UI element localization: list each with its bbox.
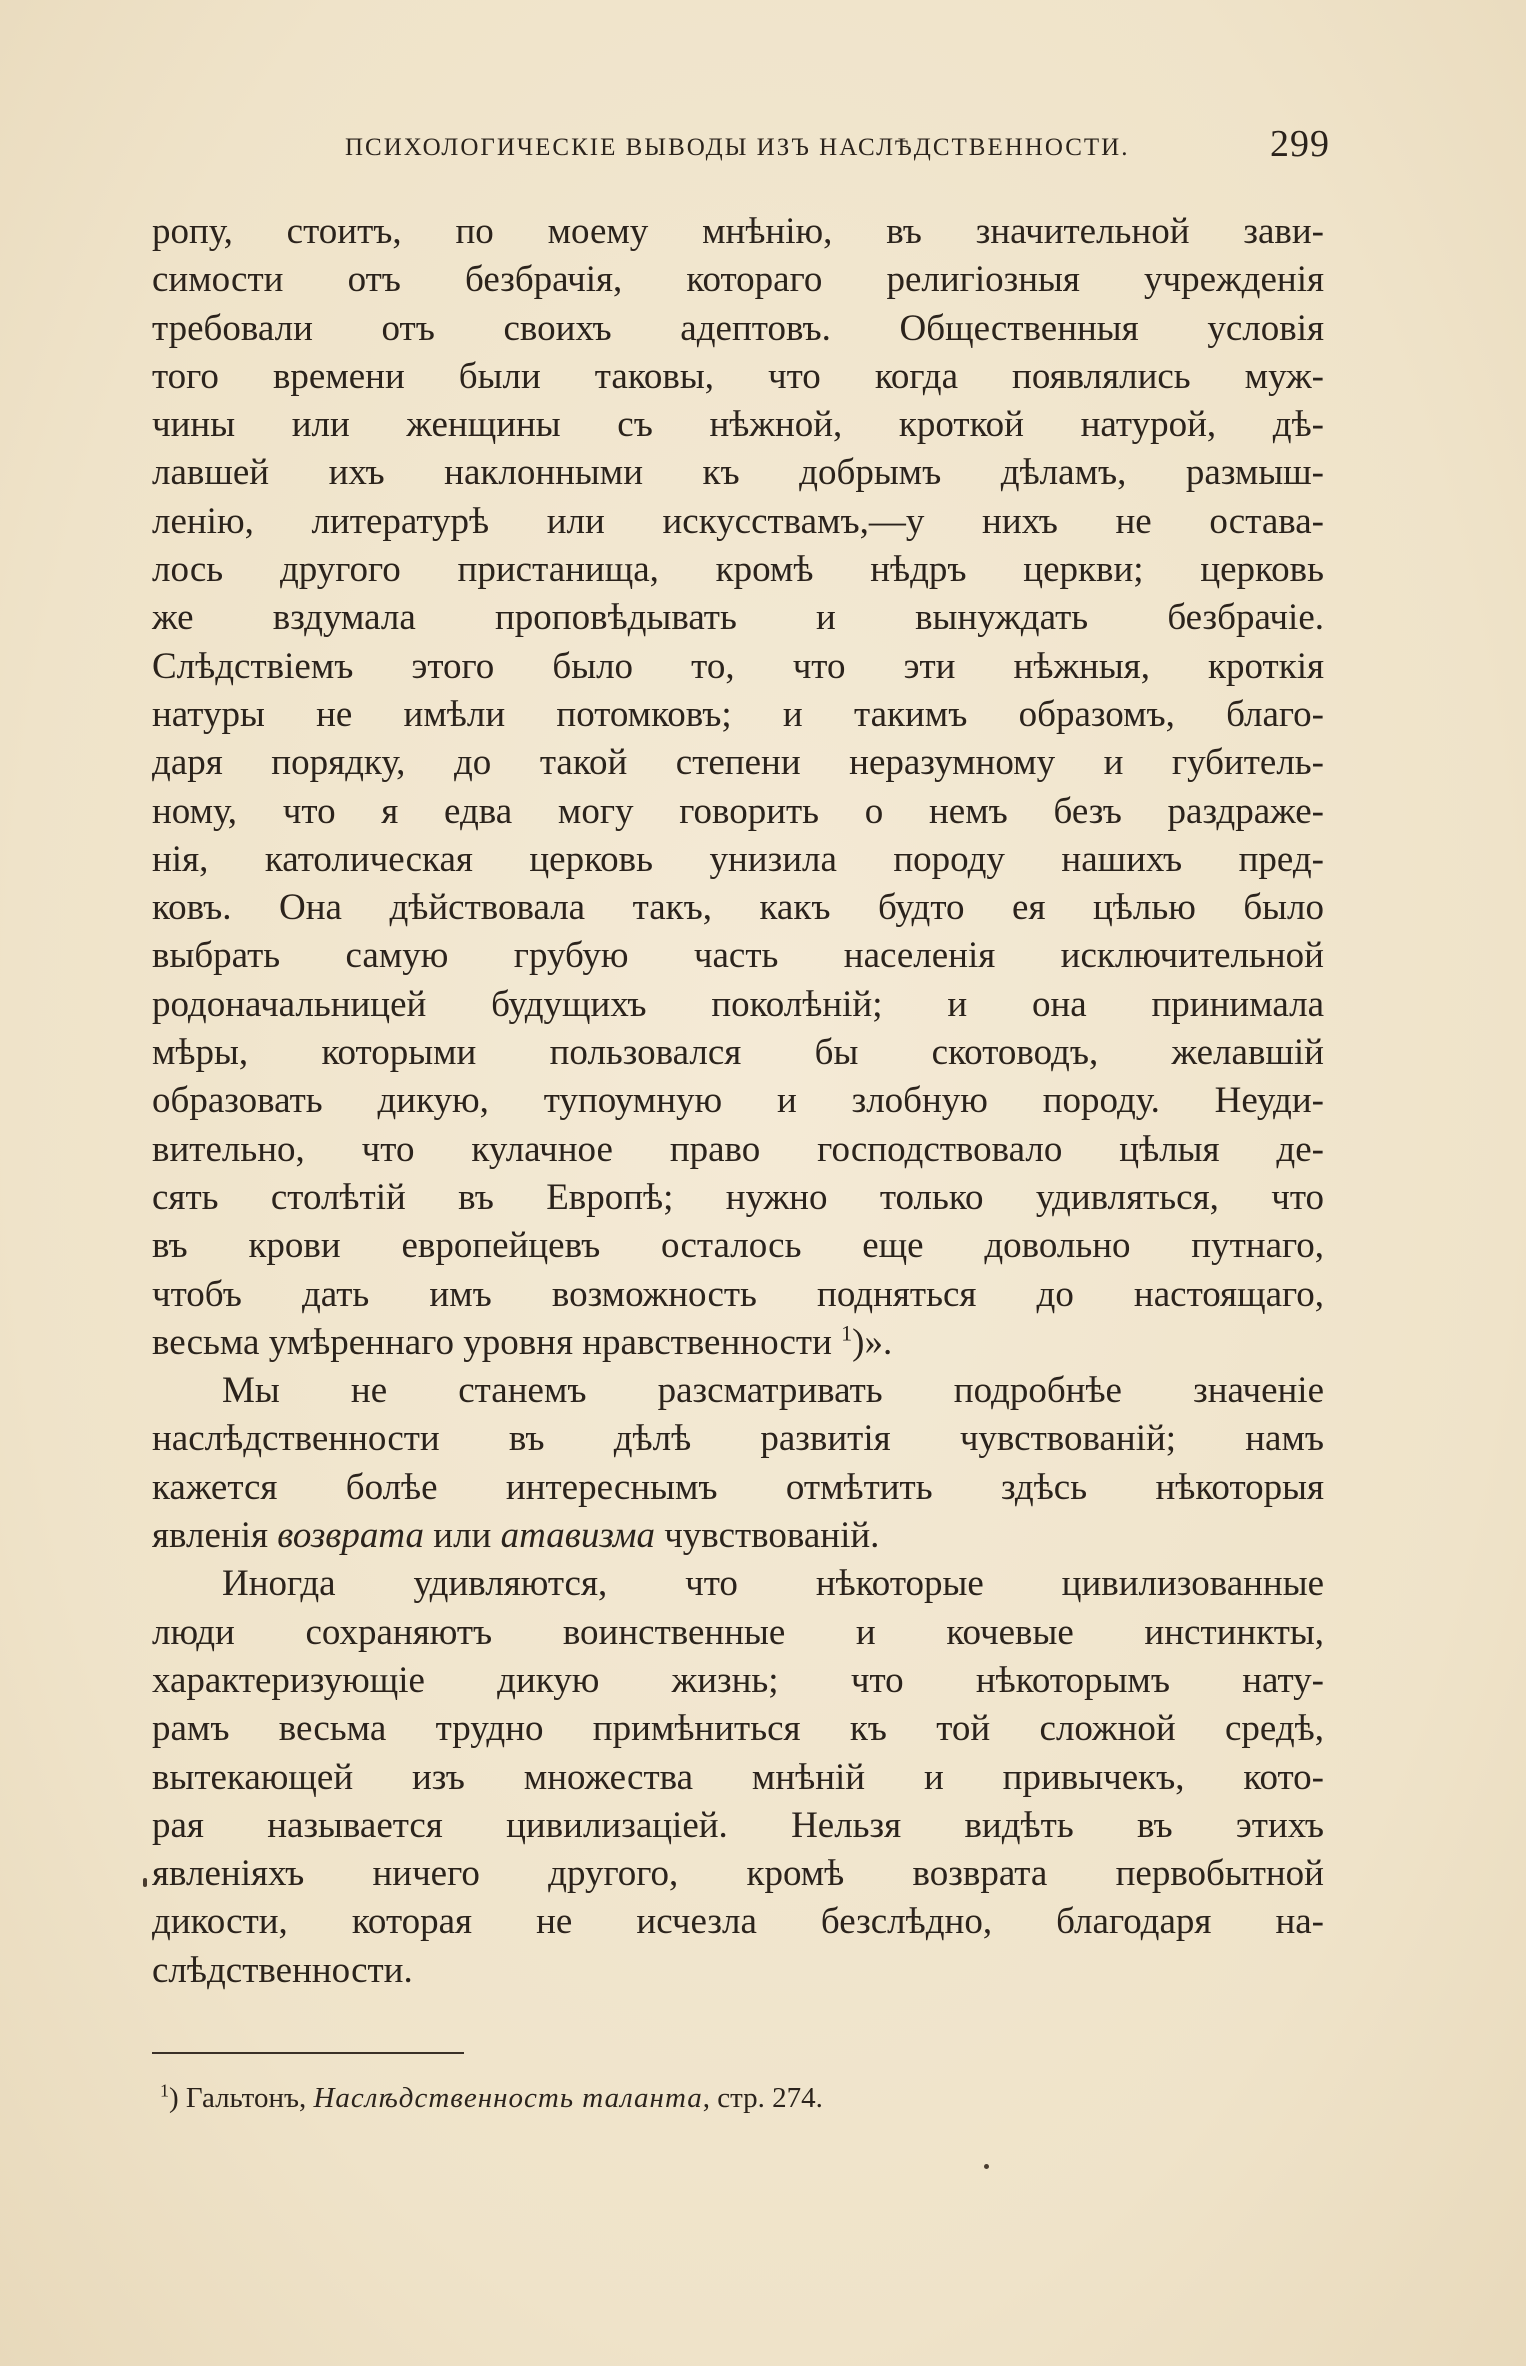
text-line: кажется болѣе интереснымъ отмѣтить здѣсь нѣкоторыя — [152, 1466, 1324, 1508]
text-line: люди сохраняютъ воинственные и кочевые инстинкты, — [152, 1611, 1324, 1653]
text-line: требовали отъ своихъ адептовъ. Общественныя условія — [152, 307, 1324, 349]
text-line: симости отъ безбрачія, котораго религіозныя учрежденія — [152, 259, 1324, 301]
text-line: рамъ весьма трудно примѣниться къ той сложной средѣ, — [152, 1708, 1324, 1750]
text-line: явленія возврата или атавизма чувствованій. — [152, 1515, 880, 1557]
text-line: ленію, литературѣ или искусствамъ,—у нихъ не остава- — [152, 500, 1324, 542]
page-number: 299 — [1270, 123, 1330, 165]
print-speck — [984, 2164, 989, 2169]
page-header — [150, 122, 1330, 172]
text-line: родоначальницей будущихъ поколѣній; и она принимала — [152, 983, 1324, 1025]
quote-paragraph — [152, 208, 1324, 1319]
text-line: въ крови европейцевъ осталось еще довольно путнаго, — [152, 1225, 1324, 1267]
text-line: наслѣдственности въ дѣлѣ развитія чувствованій; намъ — [152, 1418, 1324, 1460]
footnote-book-title: Наслѣдственность таланта — [313, 2082, 703, 2114]
footnote-mark: 1 — [160, 2080, 169, 2101]
text-line: рая называется цивилизаціей. Нельзя видѣть въ этихъ — [152, 1804, 1324, 1846]
text-line: вительно, что кулачное право господствовало цѣлыя де- — [152, 1128, 1324, 1170]
emphasis-atavizma: атавизма — [500, 1515, 655, 1557]
text-line: сять столѣтій въ Европѣ; нужно только удивляться, что — [152, 1176, 1324, 1218]
text-line: нія, католическая церковь унизила породу нашихъ пред- — [152, 838, 1324, 880]
text-line: Слѣдствіемъ этого было то, что эти нѣжныя, кроткія — [152, 645, 1324, 687]
text-line: ному, что я едва могу говорить о немъ безъ раздраже- — [152, 790, 1324, 832]
paragraph-atavism-intro — [152, 1367, 1324, 1560]
text-line: даря порядку, до такой степени неразумному и губитель- — [152, 742, 1324, 784]
text-line: чтобъ дать имъ возможность подняться до настоящаго, — [152, 1273, 1324, 1315]
emphasis-vozvrata: возврата — [277, 1515, 425, 1557]
text-line: лось другого пристанища, кромѣ нѣдръ церкви; церковь — [152, 549, 1324, 591]
text-line: слѣдственности. — [152, 1949, 413, 1991]
text-line: ропу, стоитъ, по моему мнѣнію, въ значительной зави- — [152, 211, 1324, 252]
text-line: натуры не имѣли потомковъ; и такимъ образомъ, благо- — [152, 693, 1324, 735]
text-line: же вздумала проповѣдывать и вынуждать безбрачіе. — [152, 597, 1324, 639]
body-text — [152, 208, 1324, 1995]
footnote-divider — [152, 2052, 464, 2054]
footnote: $^1$) Гальтонъ, Наслѣдственность таланта, стр. 274. — [160, 2080, 823, 2114]
text-line: характеризующіе дикую жизнь; что нѣкоторымъ нату- — [152, 1659, 1324, 1701]
footnote-reference[interactable]: 1 — [841, 1320, 853, 1346]
text-line: образовать дикую, тупоумную и злобную породу. Неуди- — [152, 1080, 1324, 1122]
text-line: выбрать самую грубую часть населенія исключительной — [152, 935, 1324, 977]
text-line: Мы не станемъ разсматривать подробнѣе значеніе — [222, 1370, 1324, 1412]
print-speck — [143, 1878, 147, 1887]
text-line: весьма умѣреннаго уровня нравственности $^1$)». — [152, 1320, 893, 1363]
text-line: дикости, которая не исчезла безслѣдно, благодаря на- — [152, 1901, 1324, 1943]
text-line: мѣры, которыми пользовался бы скотоводъ, желавшій — [152, 1032, 1324, 1074]
text-line: вытекающей изъ множества мнѣній и привычекъ, кото- — [152, 1756, 1324, 1798]
running-head: ПСИХОЛОГИЧЕСКІЕ ВЫВОДЫ ИЗЪ НАСЛѢДСТВЕННОСТИ. — [345, 134, 1130, 161]
text-line: ковъ. Она дѣйствовала такъ, какъ будто ея цѣлью было — [152, 887, 1324, 929]
text-line: лавшей ихъ наклонными къ добрымъ дѣламъ, размыш- — [152, 452, 1324, 494]
text-line: Иногда удивляются, что нѣкоторые цивилизованные — [222, 1563, 1324, 1605]
text-line: чины или женщины съ нѣжной, кроткой натурой, дѣ- — [152, 404, 1324, 446]
text-line: явленіяхъ ничего другого, кромѣ возврата первобытной — [152, 1853, 1324, 1895]
text-line: того времени были таковы, что когда появлялись муж- — [152, 355, 1324, 397]
paragraph-civilization — [152, 1560, 1324, 1995]
